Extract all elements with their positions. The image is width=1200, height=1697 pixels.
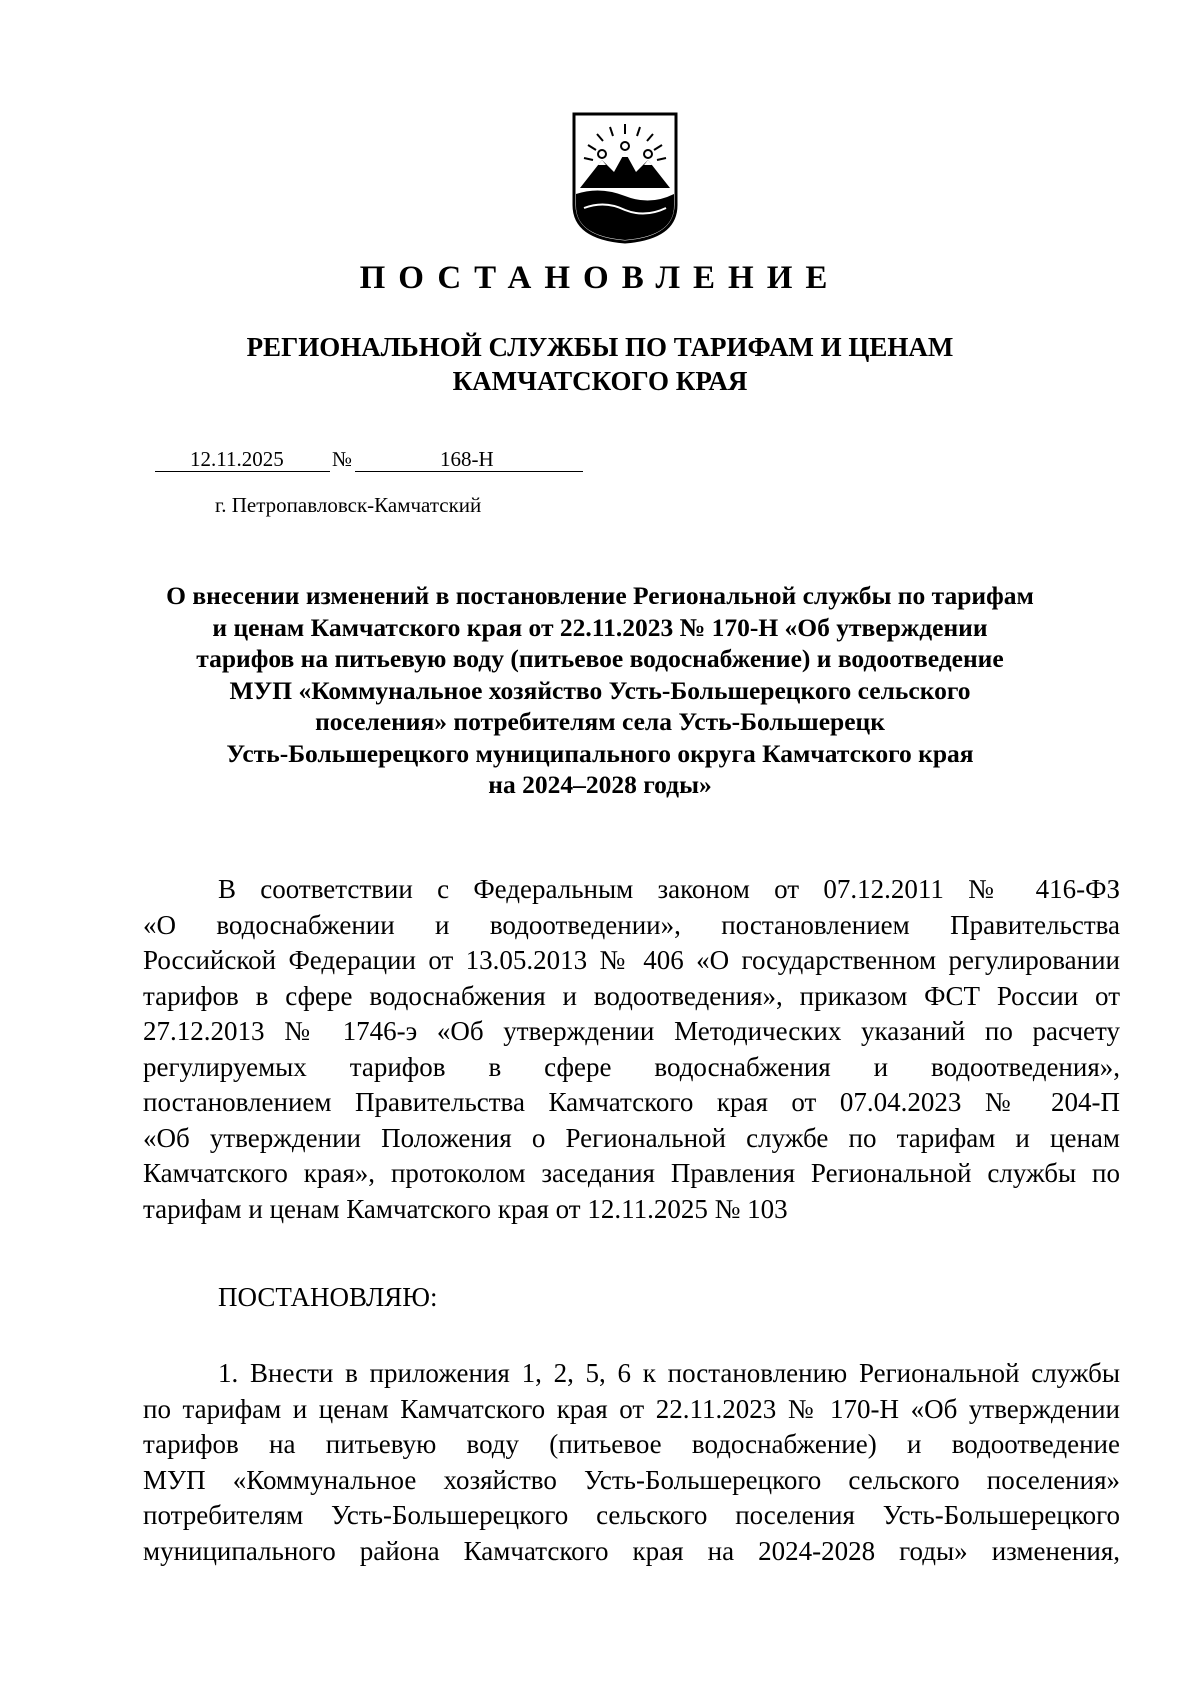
item-1-paragraph: [143, 1356, 1120, 1569]
number-sign: №: [332, 447, 353, 471]
issuing-authority: [0, 330, 1200, 398]
item-line: тарифов на питьевую воду (питьевое водоснабжение) и водоотведение: [143, 1429, 1120, 1459]
document-date: 12.11.2025: [190, 447, 284, 471]
preamble-line: Камчатского края», протоколом заседания Правления Региональной службы по: [143, 1158, 1120, 1188]
preamble-line: Российской Федерации от 13.05.2013 № 406 «О государственном регулировании: [143, 945, 1120, 975]
subject-line: и ценам Камчатского края от 22.11.2023 № 170-Н «Об утверждении: [212, 612, 988, 642]
preamble-line: постановлением Правительства Камчатского края от 07.04.2023 № 204-П: [143, 1087, 1120, 1117]
item-line: МУП «Коммунальное хозяйство Усть-Большерецкого сельского поселения»: [143, 1464, 1120, 1495]
item-line: потребителям Усть-Большерецкого сельского поселения Усть-Большерецкого: [143, 1500, 1120, 1530]
subject-line: Усть-Большерецкого муниципального округа Камчатского края: [226, 738, 974, 768]
preamble-line: тарифов в сфере водоснабжения и водоотведения», приказом ФСТ России от: [143, 980, 1120, 1011]
subject-line: МУП «Коммунальное хозяйство Усть-Большерецкого сельского: [229, 675, 971, 705]
authority-line: КАМЧАТСКОГО КРАЯ: [452, 366, 748, 396]
item-line: 1. Внести в приложения 1, 2, 5, 6 к постановлению Региональной службы: [218, 1358, 1120, 1388]
number-underline: [355, 471, 583, 472]
item-line: по тарифам и ценам Камчатского края от 22.11.2023 № 170-Н «Об утверждении: [143, 1393, 1120, 1424]
resolve-heading: ПОСТАНОВЛЯЮ:: [218, 1282, 438, 1312]
authority-line: РЕГИОНАЛЬНОЙ СЛУЖБЫ ПО ТАРИФАМ И ЦЕНАМ: [246, 332, 954, 362]
preamble-line: тарифам и ценам Камчатского края от 12.11.2025 № 103: [143, 1193, 788, 1224]
preamble-line: В соответствии с Федеральным законом от 07.12.2011 № 416-ФЗ: [218, 874, 1120, 904]
subject-line: на 2024–2028 годы»: [488, 770, 712, 799]
document-type-title: ПОСТАНОВЛЕНИЕ: [359, 260, 841, 296]
kamchatka-coat-of-arms-icon: [570, 110, 680, 245]
date-underline: [155, 471, 330, 472]
city-name: г. Петропавловск-Камчатский: [215, 493, 482, 517]
preamble-line: «Об утверждении Положения о Региональной службе по тарифам и ценам: [143, 1122, 1120, 1153]
preamble-line: «О водоснабжении и водоотведении», постановлением Правительства: [143, 909, 1120, 940]
document-subject: [140, 580, 1060, 801]
subject-line: тарифов на питьевую воду (питьевое водоснабжение) и водоотведение: [196, 644, 1004, 673]
preamble-line: регулируемых тарифов в сфере водоснабжения и водоотведения»,: [143, 1051, 1120, 1082]
document-number: 168-Н: [440, 447, 494, 471]
preamble-paragraph: [143, 872, 1120, 1227]
subject-line: О внесении изменений в постановление Региональной службы по тарифам: [166, 581, 1034, 610]
preamble-line: 27.12.2013 № 1746-э «Об утверждении Методических указаний по расчету: [143, 1016, 1120, 1046]
subject-line: поселения» потребителям села Усть-Большерецк: [315, 707, 885, 736]
item-line: муниципального района Камчатского края на 2024-2028 годы» изменения,: [143, 1535, 1120, 1566]
